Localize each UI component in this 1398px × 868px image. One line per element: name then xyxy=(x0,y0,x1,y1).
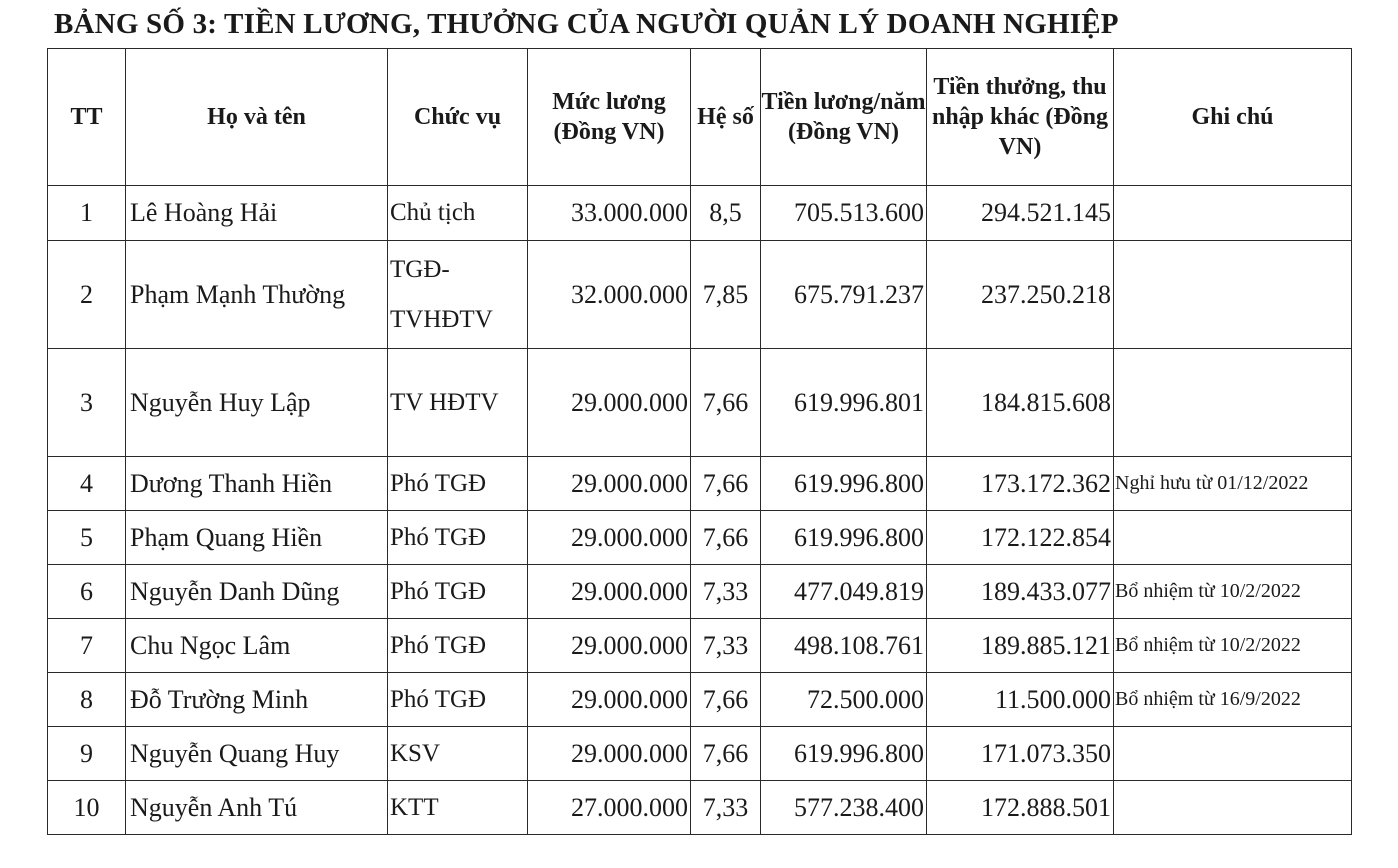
cell-position: Phó TGĐ xyxy=(388,619,528,673)
cell-annual-salary: 619.996.800 xyxy=(761,727,927,781)
cell-name: Nguyễn Quang Huy xyxy=(126,727,388,781)
cell-annual-salary: 619.996.800 xyxy=(761,511,927,565)
cell-note: Bổ nhiệm từ 10/2/2022 xyxy=(1114,565,1352,619)
cell-salary: 29.000.000 xyxy=(528,565,691,619)
cell-note xyxy=(1114,511,1352,565)
cell-annual-salary: 675.791.237 xyxy=(761,241,927,349)
salary-table xyxy=(47,48,1352,835)
header-row xyxy=(48,49,1352,186)
table-row xyxy=(48,349,1352,457)
cell-note: Nghỉ hưu từ 01/12/2022 xyxy=(1114,457,1352,511)
cell-name: Dương Thanh Hiền xyxy=(126,457,388,511)
cell-salary: 29.000.000 xyxy=(528,511,691,565)
table-row xyxy=(48,457,1352,511)
cell-coefficient: 7,33 xyxy=(691,565,761,619)
cell-salary: 32.000.000 xyxy=(528,241,691,349)
cell-bonus: 171.073.350 xyxy=(927,727,1114,781)
cell-salary: 27.000.000 xyxy=(528,781,691,835)
cell-coefficient: 7,66 xyxy=(691,457,761,511)
cell-note xyxy=(1114,349,1352,457)
cell-bonus: 184.815.608 xyxy=(927,349,1114,457)
cell-bonus: 189.433.077 xyxy=(927,565,1114,619)
cell-position: Chủ tịch xyxy=(388,186,528,241)
header-note: Ghi chú xyxy=(1114,49,1352,186)
cell-position: Phó TGĐ xyxy=(388,565,528,619)
cell-tt: 7 xyxy=(48,619,126,673)
table-row xyxy=(48,727,1352,781)
table-row xyxy=(48,186,1352,241)
cell-salary: 29.000.000 xyxy=(528,619,691,673)
header-name: Họ và tên xyxy=(126,49,388,186)
cell-tt: 8 xyxy=(48,673,126,727)
cell-annual-salary: 72.500.000 xyxy=(761,673,927,727)
cell-annual-salary: 577.238.400 xyxy=(761,781,927,835)
table-row xyxy=(48,565,1352,619)
cell-note xyxy=(1114,241,1352,349)
cell-position: KSV xyxy=(388,727,528,781)
cell-bonus: 173.172.362 xyxy=(927,457,1114,511)
header-bonus: Tiền thưởng, thu nhập khác (Đồng VN) xyxy=(927,49,1114,186)
table-row xyxy=(48,673,1352,727)
cell-tt: 4 xyxy=(48,457,126,511)
cell-coefficient: 7,85 xyxy=(691,241,761,349)
cell-position: TV HĐTV xyxy=(388,349,528,457)
cell-note: Bổ nhiệm từ 16/9/2022 xyxy=(1114,673,1352,727)
cell-annual-salary: 619.996.801 xyxy=(761,349,927,457)
cell-position: Phó TGĐ xyxy=(388,457,528,511)
cell-tt: 10 xyxy=(48,781,126,835)
cell-tt: 9 xyxy=(48,727,126,781)
cell-coefficient: 7,66 xyxy=(691,511,761,565)
cell-salary: 29.000.000 xyxy=(528,727,691,781)
cell-annual-salary: 477.049.819 xyxy=(761,565,927,619)
cell-note xyxy=(1114,727,1352,781)
cell-coefficient: 7,33 xyxy=(691,781,761,835)
table-row xyxy=(48,619,1352,673)
cell-note: Bổ nhiệm từ 10/2/2022 xyxy=(1114,619,1352,673)
cell-position: KTT xyxy=(388,781,528,835)
cell-name: Nguyễn Huy Lập xyxy=(126,349,388,457)
cell-name: Nguyễn Danh Dũng xyxy=(126,565,388,619)
table-row xyxy=(48,511,1352,565)
cell-note xyxy=(1114,781,1352,835)
cell-name: Đỗ Trường Minh xyxy=(126,673,388,727)
header-tt: TT xyxy=(48,49,126,186)
cell-coefficient: 7,66 xyxy=(691,349,761,457)
header-coefficient: Hệ số xyxy=(691,49,761,186)
cell-name: Phạm Quang Hiền xyxy=(126,511,388,565)
cell-tt: 5 xyxy=(48,511,126,565)
cell-salary: 29.000.000 xyxy=(528,673,691,727)
cell-annual-salary: 705.513.600 xyxy=(761,186,927,241)
cell-tt: 6 xyxy=(48,565,126,619)
cell-position: Phó TGĐ xyxy=(388,511,528,565)
table-row xyxy=(48,781,1352,835)
cell-name: Lê Hoàng Hải xyxy=(126,186,388,241)
cell-salary: 29.000.000 xyxy=(528,457,691,511)
cell-salary: 33.000.000 xyxy=(528,186,691,241)
cell-position: TGĐ-TVHĐTV xyxy=(388,241,528,349)
cell-coefficient: 7,66 xyxy=(691,673,761,727)
cell-bonus: 172.888.501 xyxy=(927,781,1114,835)
cell-bonus: 189.885.121 xyxy=(927,619,1114,673)
cell-bonus: 294.521.145 xyxy=(927,186,1114,241)
cell-bonus: 11.500.000 xyxy=(927,673,1114,727)
cell-tt: 3 xyxy=(48,349,126,457)
table-row xyxy=(48,241,1352,349)
cell-coefficient: 7,66 xyxy=(691,727,761,781)
cell-bonus: 172.122.854 xyxy=(927,511,1114,565)
table-title: BẢNG SỐ 3: TIỀN LƯƠNG, THƯỞNG CỦA NGƯỜI QUẢN LÝ DOANH NGHIỆP xyxy=(54,8,1119,40)
cell-salary: 29.000.000 xyxy=(528,349,691,457)
cell-coefficient: 7,33 xyxy=(691,619,761,673)
cell-tt: 1 xyxy=(48,186,126,241)
cell-position: Phó TGĐ xyxy=(388,673,528,727)
cell-annual-salary: 619.996.800 xyxy=(761,457,927,511)
cell-coefficient: 8,5 xyxy=(691,186,761,241)
cell-note xyxy=(1114,186,1352,241)
cell-name: Phạm Mạnh Thường xyxy=(126,241,388,349)
cell-name: Chu Ngọc Lâm xyxy=(126,619,388,673)
header-position: Chức vụ xyxy=(388,49,528,186)
cell-tt: 2 xyxy=(48,241,126,349)
cell-name: Nguyễn Anh Tú xyxy=(126,781,388,835)
header-annual-salary: Tiền lương/năm (Đồng VN) xyxy=(761,49,927,186)
header-salary: Mức lương (Đồng VN) xyxy=(528,49,691,186)
cell-annual-salary: 498.108.761 xyxy=(761,619,927,673)
cell-bonus: 237.250.218 xyxy=(927,241,1114,349)
